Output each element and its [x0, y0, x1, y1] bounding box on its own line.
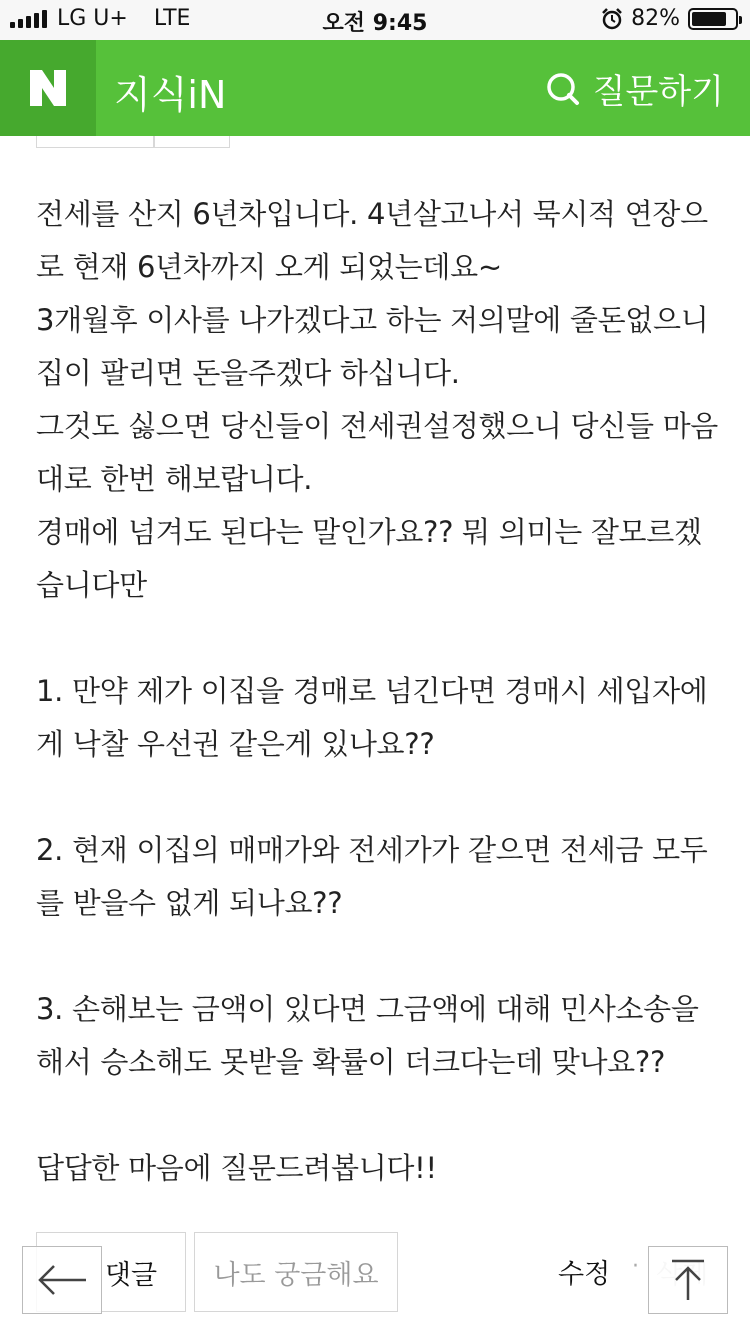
previous-action-buttons-partial [36, 136, 230, 148]
edit-link[interactable]: 수정 [558, 1259, 611, 1290]
back-button[interactable] [22, 1246, 102, 1314]
me-too-curious-label: 나도 궁금해요 [213, 1259, 379, 1291]
search-icon [545, 71, 581, 107]
status-time: 오전 9:45 [322, 11, 428, 36]
partial-button-left [36, 136, 154, 148]
me-too-curious-button[interactable] [194, 1232, 398, 1312]
separator-dot: · [632, 1254, 639, 1279]
question-body [36, 188, 720, 1195]
app-header [0, 40, 750, 136]
partial-button-right [154, 136, 230, 148]
naver-logo-button[interactable] [0, 40, 96, 136]
question-paragraph: 3개월후 이사를 나가겠다고 하는 저의말에 줄돈없으니 집이 팔리면 돈을주겠다 하십니다. [36, 303, 718, 390]
question-paragraph: 답답한 마음에 질문드려봅니다!! [36, 1151, 437, 1185]
status-bar-right [601, 6, 738, 31]
carrier-label: LG U+ [57, 6, 128, 31]
ask-question-button[interactable] [545, 64, 724, 113]
question-actions [0, 1232, 750, 1312]
question-paragraph: 전세를 산지 6년차입니다. 4년살고나서 묵시적 연장으로 현재 6년차까지 오게 되었는데요~ [36, 197, 708, 284]
app-title[interactable]: 지식iN [114, 73, 227, 117]
comment-label: 댓글 [104, 1259, 158, 1291]
network-label: LTE [153, 6, 191, 31]
battery-icon [688, 8, 738, 30]
status-bar [0, 0, 750, 40]
scroll-to-top-button[interactable] [648, 1246, 728, 1314]
alarm-clock-icon [601, 8, 623, 30]
ask-question-label: 질문하기 [592, 72, 724, 112]
battery-percent: 82% [631, 6, 680, 31]
blank-line [36, 612, 720, 665]
blank-line [36, 930, 720, 983]
blank-line [36, 1089, 720, 1142]
question-paragraph: 경매에 넘겨도 된다는 말인가요?? 뭐 의미는 잘모르겠습니다만 [36, 515, 702, 602]
question-paragraph: 1. 만약 제가 이집을 경매로 넘긴다면 경매시 세입자에게 낙찰 우선권 같은게 있나요?? [36, 674, 708, 761]
battery-fill [692, 12, 726, 26]
question-paragraph: 그것도 싫으면 당신들이 전세권설정했으니 당신들 마음대로 한번 해보랍니다. [36, 409, 719, 496]
question-paragraph: 3. 손해보는 금액이 있다면 그금액에 대해 민사소송을 해서 승소해도 못받을 확률이 더크다는데 맞나요?? [36, 992, 708, 1079]
arrow-up-to-top-icon [668, 1258, 708, 1302]
naver-n-icon [28, 68, 68, 108]
blank-line [36, 771, 720, 824]
question-paragraph: 2. 현재 이집의 매매가와 전세가가 같으면 전세금 모두를 받을수 없게 되나요?? [36, 833, 708, 920]
arrow-left-icon [36, 1263, 88, 1297]
